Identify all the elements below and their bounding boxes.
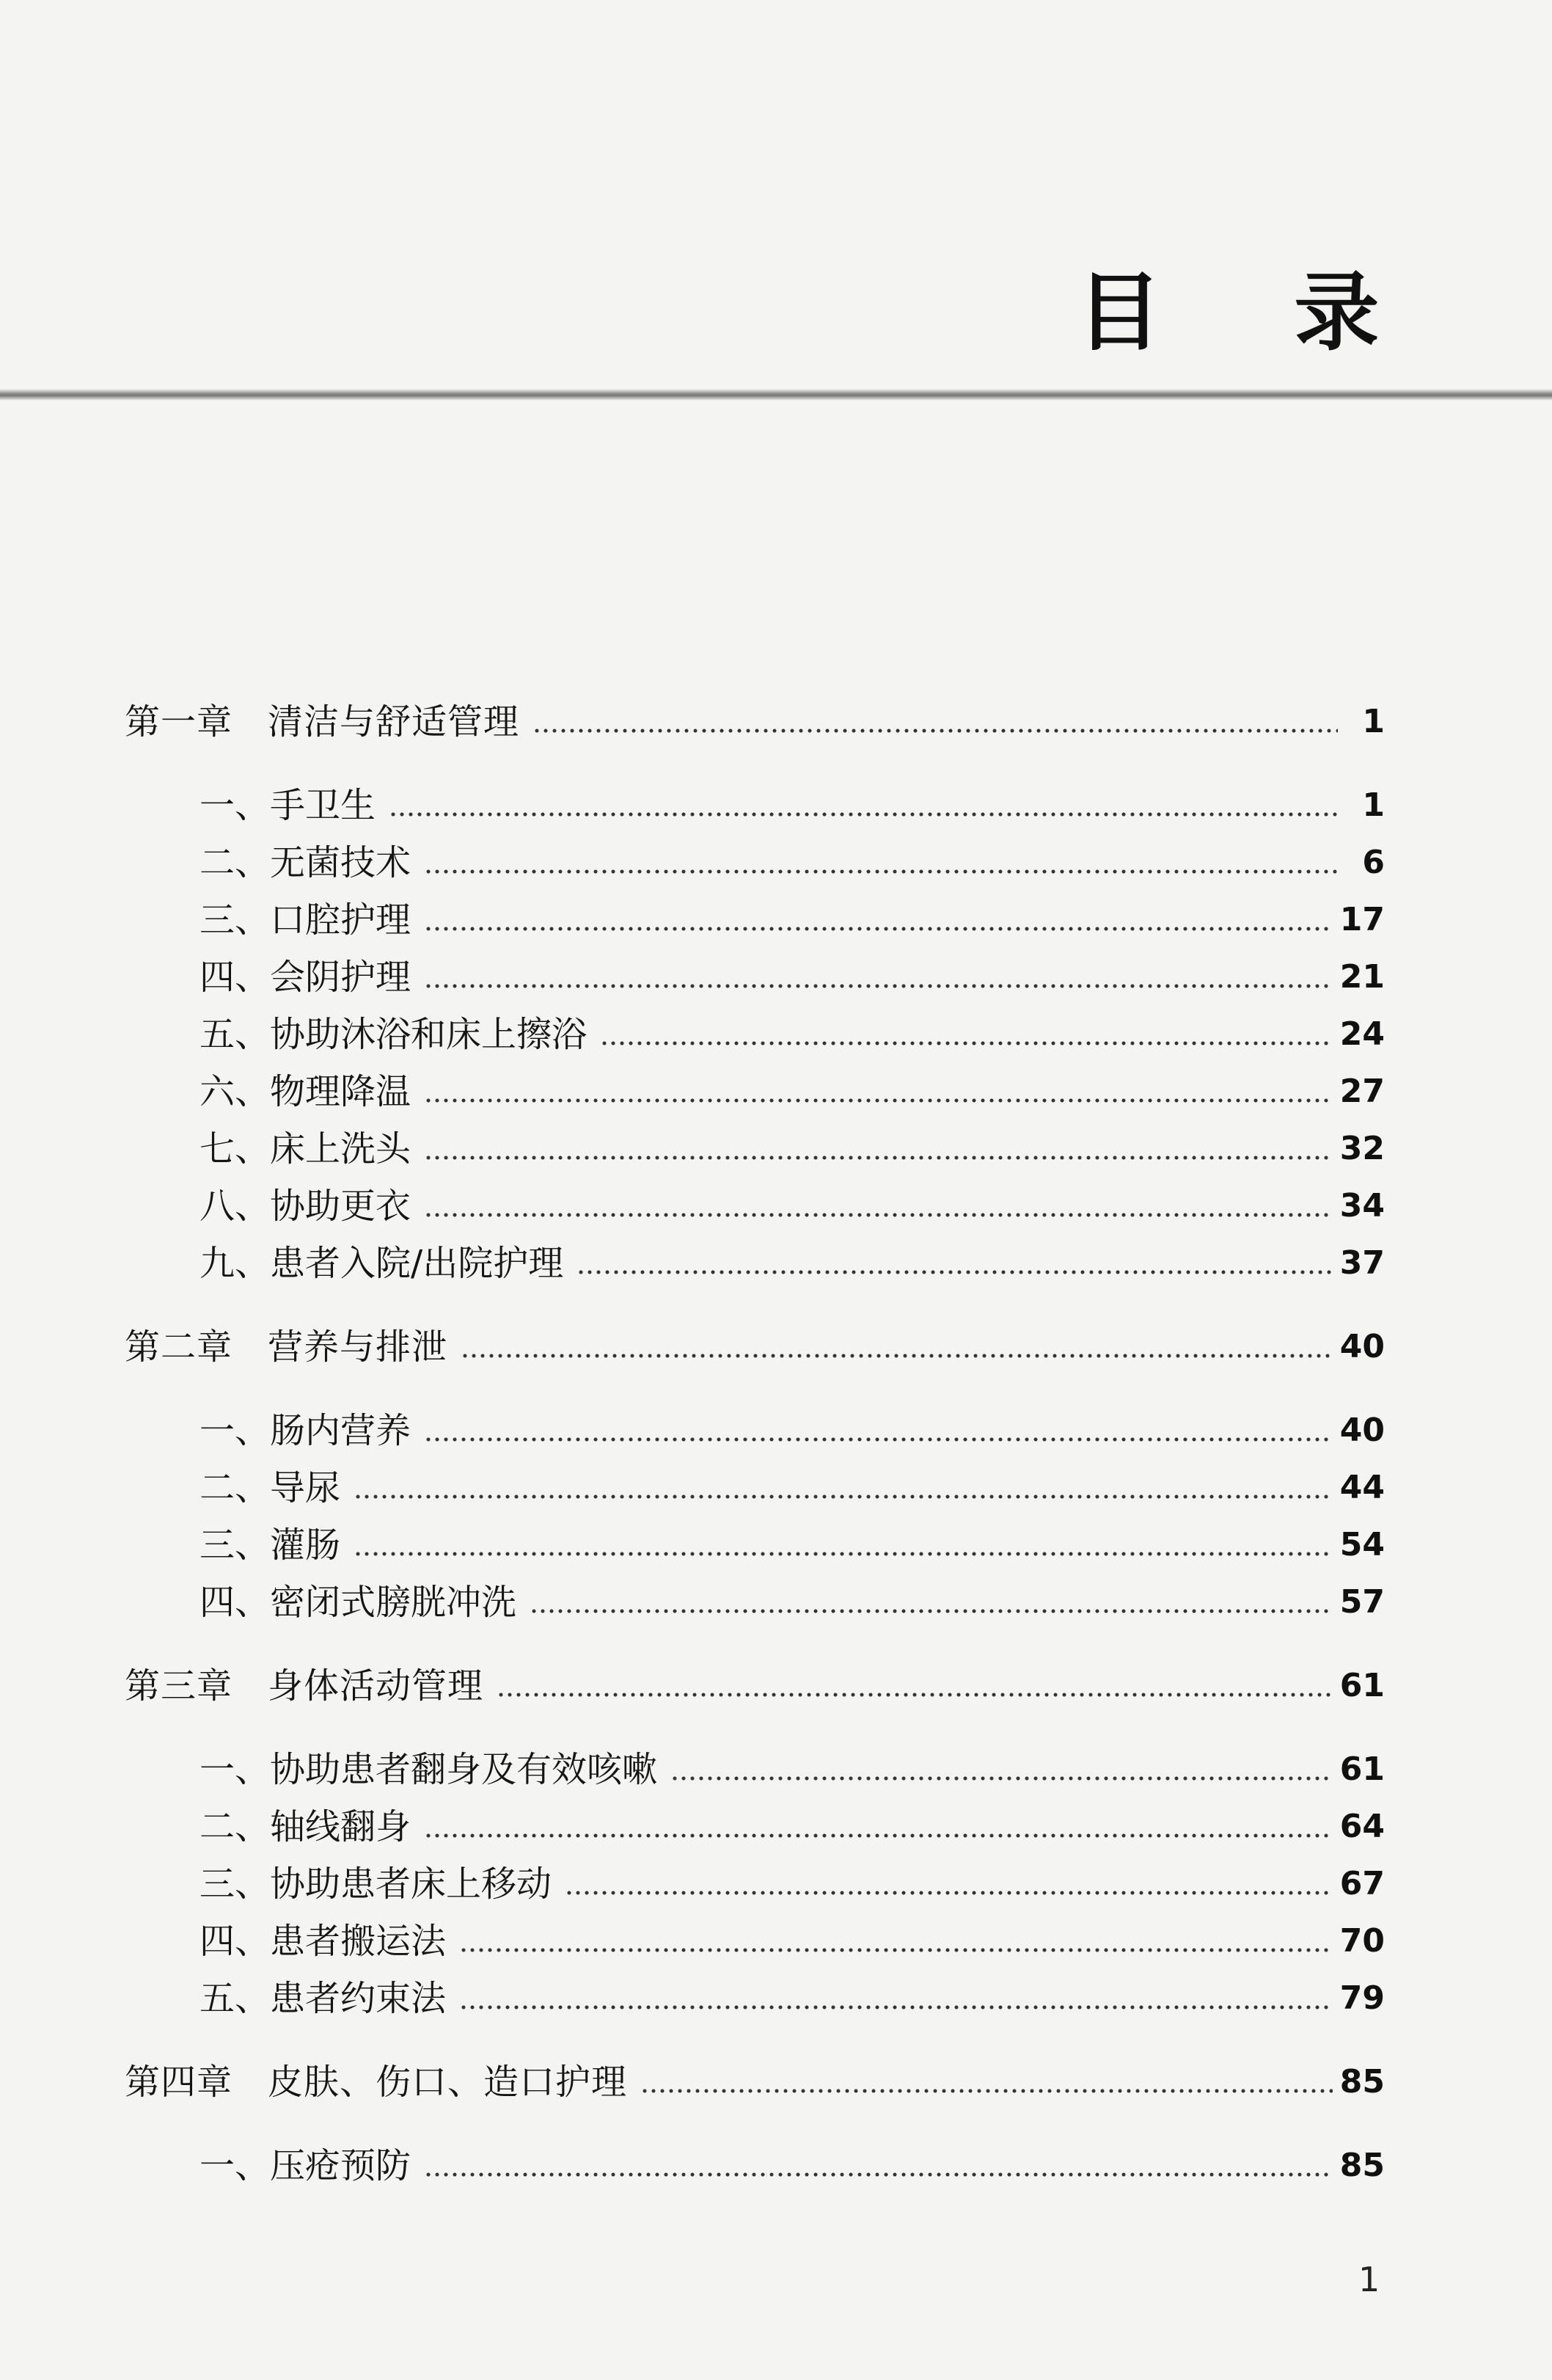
entry-title: 密闭式膀胱冲洗 bbox=[270, 1582, 517, 1623]
dot-leader bbox=[670, 1746, 1333, 1793]
entry-title: 床上洗头 bbox=[270, 1128, 411, 1169]
entry-page-number: 85 bbox=[1339, 2063, 1385, 2100]
entry-page-number: 44 bbox=[1339, 1469, 1385, 1506]
section-number: 三、 bbox=[200, 899, 271, 941]
entry-title: 轴线翻身 bbox=[270, 1806, 411, 1847]
toc-section-entry[interactable] bbox=[200, 1125, 1385, 1172]
entry-title: 导尿 bbox=[270, 1467, 341, 1508]
dot-leader bbox=[424, 897, 1333, 943]
entry-title: 肠内营养 bbox=[270, 1410, 411, 1451]
dot-leader bbox=[354, 1522, 1333, 1569]
toc-chapter-entry[interactable] bbox=[125, 1324, 1385, 1370]
entry-page-number: 24 bbox=[1339, 1015, 1385, 1053]
toc-section-entry[interactable] bbox=[200, 782, 1385, 829]
page-number: 1 bbox=[1358, 2260, 1380, 2299]
entry-page-number: 37 bbox=[1339, 1244, 1385, 1282]
entry-page-number: 67 bbox=[1339, 1865, 1385, 1902]
dot-leader bbox=[459, 1918, 1333, 1965]
dot-leader bbox=[461, 1324, 1333, 1370]
entry-page-number: 27 bbox=[1339, 1073, 1385, 1110]
section-number: 四、 bbox=[200, 1582, 271, 1623]
entry-page-number: 21 bbox=[1339, 958, 1385, 996]
entry-page-number: 85 bbox=[1339, 2147, 1385, 2184]
entry-page-number: 1 bbox=[1362, 703, 1385, 740]
dot-leader bbox=[424, 1125, 1333, 1172]
entry-page-number: 32 bbox=[1339, 1130, 1385, 1167]
chapter-label: 第二章 bbox=[125, 1326, 233, 1368]
section-number: 二、 bbox=[200, 842, 271, 883]
entry-page-number: 57 bbox=[1339, 1583, 1385, 1621]
toc-section-entry[interactable] bbox=[200, 1240, 1385, 1287]
section-number: 五、 bbox=[200, 1014, 271, 1055]
toc-section-entry[interactable] bbox=[200, 1183, 1385, 1230]
toc-section-entry[interactable] bbox=[200, 1579, 1385, 1626]
section-number: 六、 bbox=[200, 1071, 271, 1112]
entry-title: 口腔护理 bbox=[270, 899, 411, 941]
dot-leader bbox=[600, 1011, 1333, 1058]
entry-page-number: 79 bbox=[1339, 1979, 1385, 2017]
entry-page-number: 1 bbox=[1362, 786, 1385, 824]
section-number: 九、 bbox=[200, 1243, 271, 1284]
toc-section-entry[interactable] bbox=[200, 1011, 1385, 1058]
section-number: 二、 bbox=[200, 1467, 271, 1508]
section-number: 一、 bbox=[200, 1410, 271, 1451]
dot-leader bbox=[459, 1975, 1333, 2022]
toc-section-entry[interactable] bbox=[200, 839, 1385, 886]
toc-section-entry[interactable] bbox=[200, 1068, 1385, 1115]
dot-leader bbox=[576, 1240, 1333, 1287]
entry-title: 会阴护理 bbox=[270, 957, 411, 998]
entry-title: 协助更衣 bbox=[270, 1186, 411, 1227]
dot-leader bbox=[565, 1861, 1333, 1908]
title-divider bbox=[0, 389, 1552, 401]
chapter-label: 第四章 bbox=[125, 2062, 233, 2103]
entry-title: 身体活动管理 bbox=[268, 1665, 484, 1706]
entry-page-number: 70 bbox=[1339, 1922, 1385, 1960]
toc-section-entry[interactable] bbox=[200, 1464, 1385, 1511]
dot-leader bbox=[424, 1068, 1333, 1115]
toc-section-entry[interactable] bbox=[200, 2142, 1385, 2189]
entry-title: 物理降温 bbox=[270, 1071, 411, 1112]
page-title: 目 录 bbox=[1077, 263, 1431, 362]
dot-leader bbox=[497, 1662, 1333, 1709]
entry-title: 清洁与舒适管理 bbox=[268, 701, 520, 742]
section-number: 五、 bbox=[200, 1978, 271, 2019]
entry-page-number: 61 bbox=[1339, 1751, 1385, 1788]
entry-title: 协助沐浴和床上擦浴 bbox=[270, 1014, 588, 1055]
entry-title: 协助患者翻身及有效咳嗽 bbox=[270, 1749, 658, 1790]
section-number: 一、 bbox=[200, 2145, 271, 2186]
entry-page-number: 61 bbox=[1339, 1667, 1385, 1704]
section-number: 四、 bbox=[200, 1921, 271, 1962]
toc-chapter-entry[interactable] bbox=[125, 1662, 1385, 1709]
entry-title: 压疮预防 bbox=[270, 2145, 411, 2186]
section-number: 一、 bbox=[200, 1749, 271, 1790]
entry-title: 患者约束法 bbox=[270, 1978, 447, 2019]
entry-title: 营养与排泄 bbox=[268, 1326, 448, 1368]
dot-leader bbox=[354, 1464, 1333, 1511]
section-number: 四、 bbox=[200, 957, 271, 998]
dot-leader bbox=[530, 1579, 1333, 1626]
dot-leader bbox=[424, 2142, 1333, 2189]
chapter-label: 第一章 bbox=[125, 701, 233, 742]
toc-section-entry[interactable] bbox=[200, 1975, 1385, 2022]
toc-section-entry[interactable] bbox=[200, 1746, 1385, 1793]
entry-title: 皮肤、伤口、造口护理 bbox=[268, 2062, 628, 2103]
dot-leader bbox=[389, 782, 1338, 829]
entry-page-number: 54 bbox=[1339, 1526, 1385, 1563]
entry-title: 患者入院/出院护理 bbox=[270, 1243, 564, 1284]
entry-title: 灌肠 bbox=[270, 1525, 341, 1566]
toc-section-entry[interactable] bbox=[200, 1522, 1385, 1569]
section-number: 三、 bbox=[200, 1864, 271, 1905]
dot-leader bbox=[640, 2059, 1333, 2106]
toc-section-entry[interactable] bbox=[200, 1407, 1385, 1454]
entry-title: 患者搬运法 bbox=[270, 1921, 447, 1962]
dot-leader bbox=[424, 1803, 1333, 1850]
entry-title: 无菌技术 bbox=[270, 842, 411, 883]
entry-title: 手卫生 bbox=[270, 785, 376, 826]
dot-leader bbox=[424, 1407, 1333, 1454]
entry-page-number: 64 bbox=[1339, 1808, 1385, 1845]
section-number: 三、 bbox=[200, 1525, 271, 1566]
section-number: 七、 bbox=[200, 1128, 271, 1169]
dot-leader bbox=[424, 839, 1338, 886]
entry-page-number: 40 bbox=[1339, 1328, 1385, 1365]
dot-leader bbox=[424, 1183, 1333, 1230]
toc-section-entry[interactable] bbox=[200, 1918, 1385, 1965]
entry-page-number: 34 bbox=[1339, 1187, 1385, 1224]
toc-section-entry[interactable] bbox=[200, 1861, 1385, 1908]
dot-leader bbox=[424, 954, 1333, 1001]
chapter-label: 第三章 bbox=[125, 1665, 233, 1706]
entry-page-number: 17 bbox=[1339, 901, 1385, 938]
toc-chapter-entry[interactable] bbox=[125, 2059, 1385, 2106]
entry-page-number: 40 bbox=[1339, 1412, 1385, 1449]
toc-section-entry[interactable] bbox=[200, 954, 1385, 1001]
dot-leader bbox=[532, 698, 1338, 745]
toc-chapter-entry[interactable] bbox=[125, 698, 1385, 745]
toc-section-entry[interactable] bbox=[200, 897, 1385, 943]
entry-title: 协助患者床上移动 bbox=[270, 1864, 552, 1905]
entry-page-number: 6 bbox=[1362, 844, 1385, 881]
section-number: 一、 bbox=[200, 785, 271, 826]
toc-section-entry[interactable] bbox=[200, 1803, 1385, 1850]
section-number: 二、 bbox=[200, 1806, 271, 1847]
section-number: 八、 bbox=[200, 1186, 271, 1227]
